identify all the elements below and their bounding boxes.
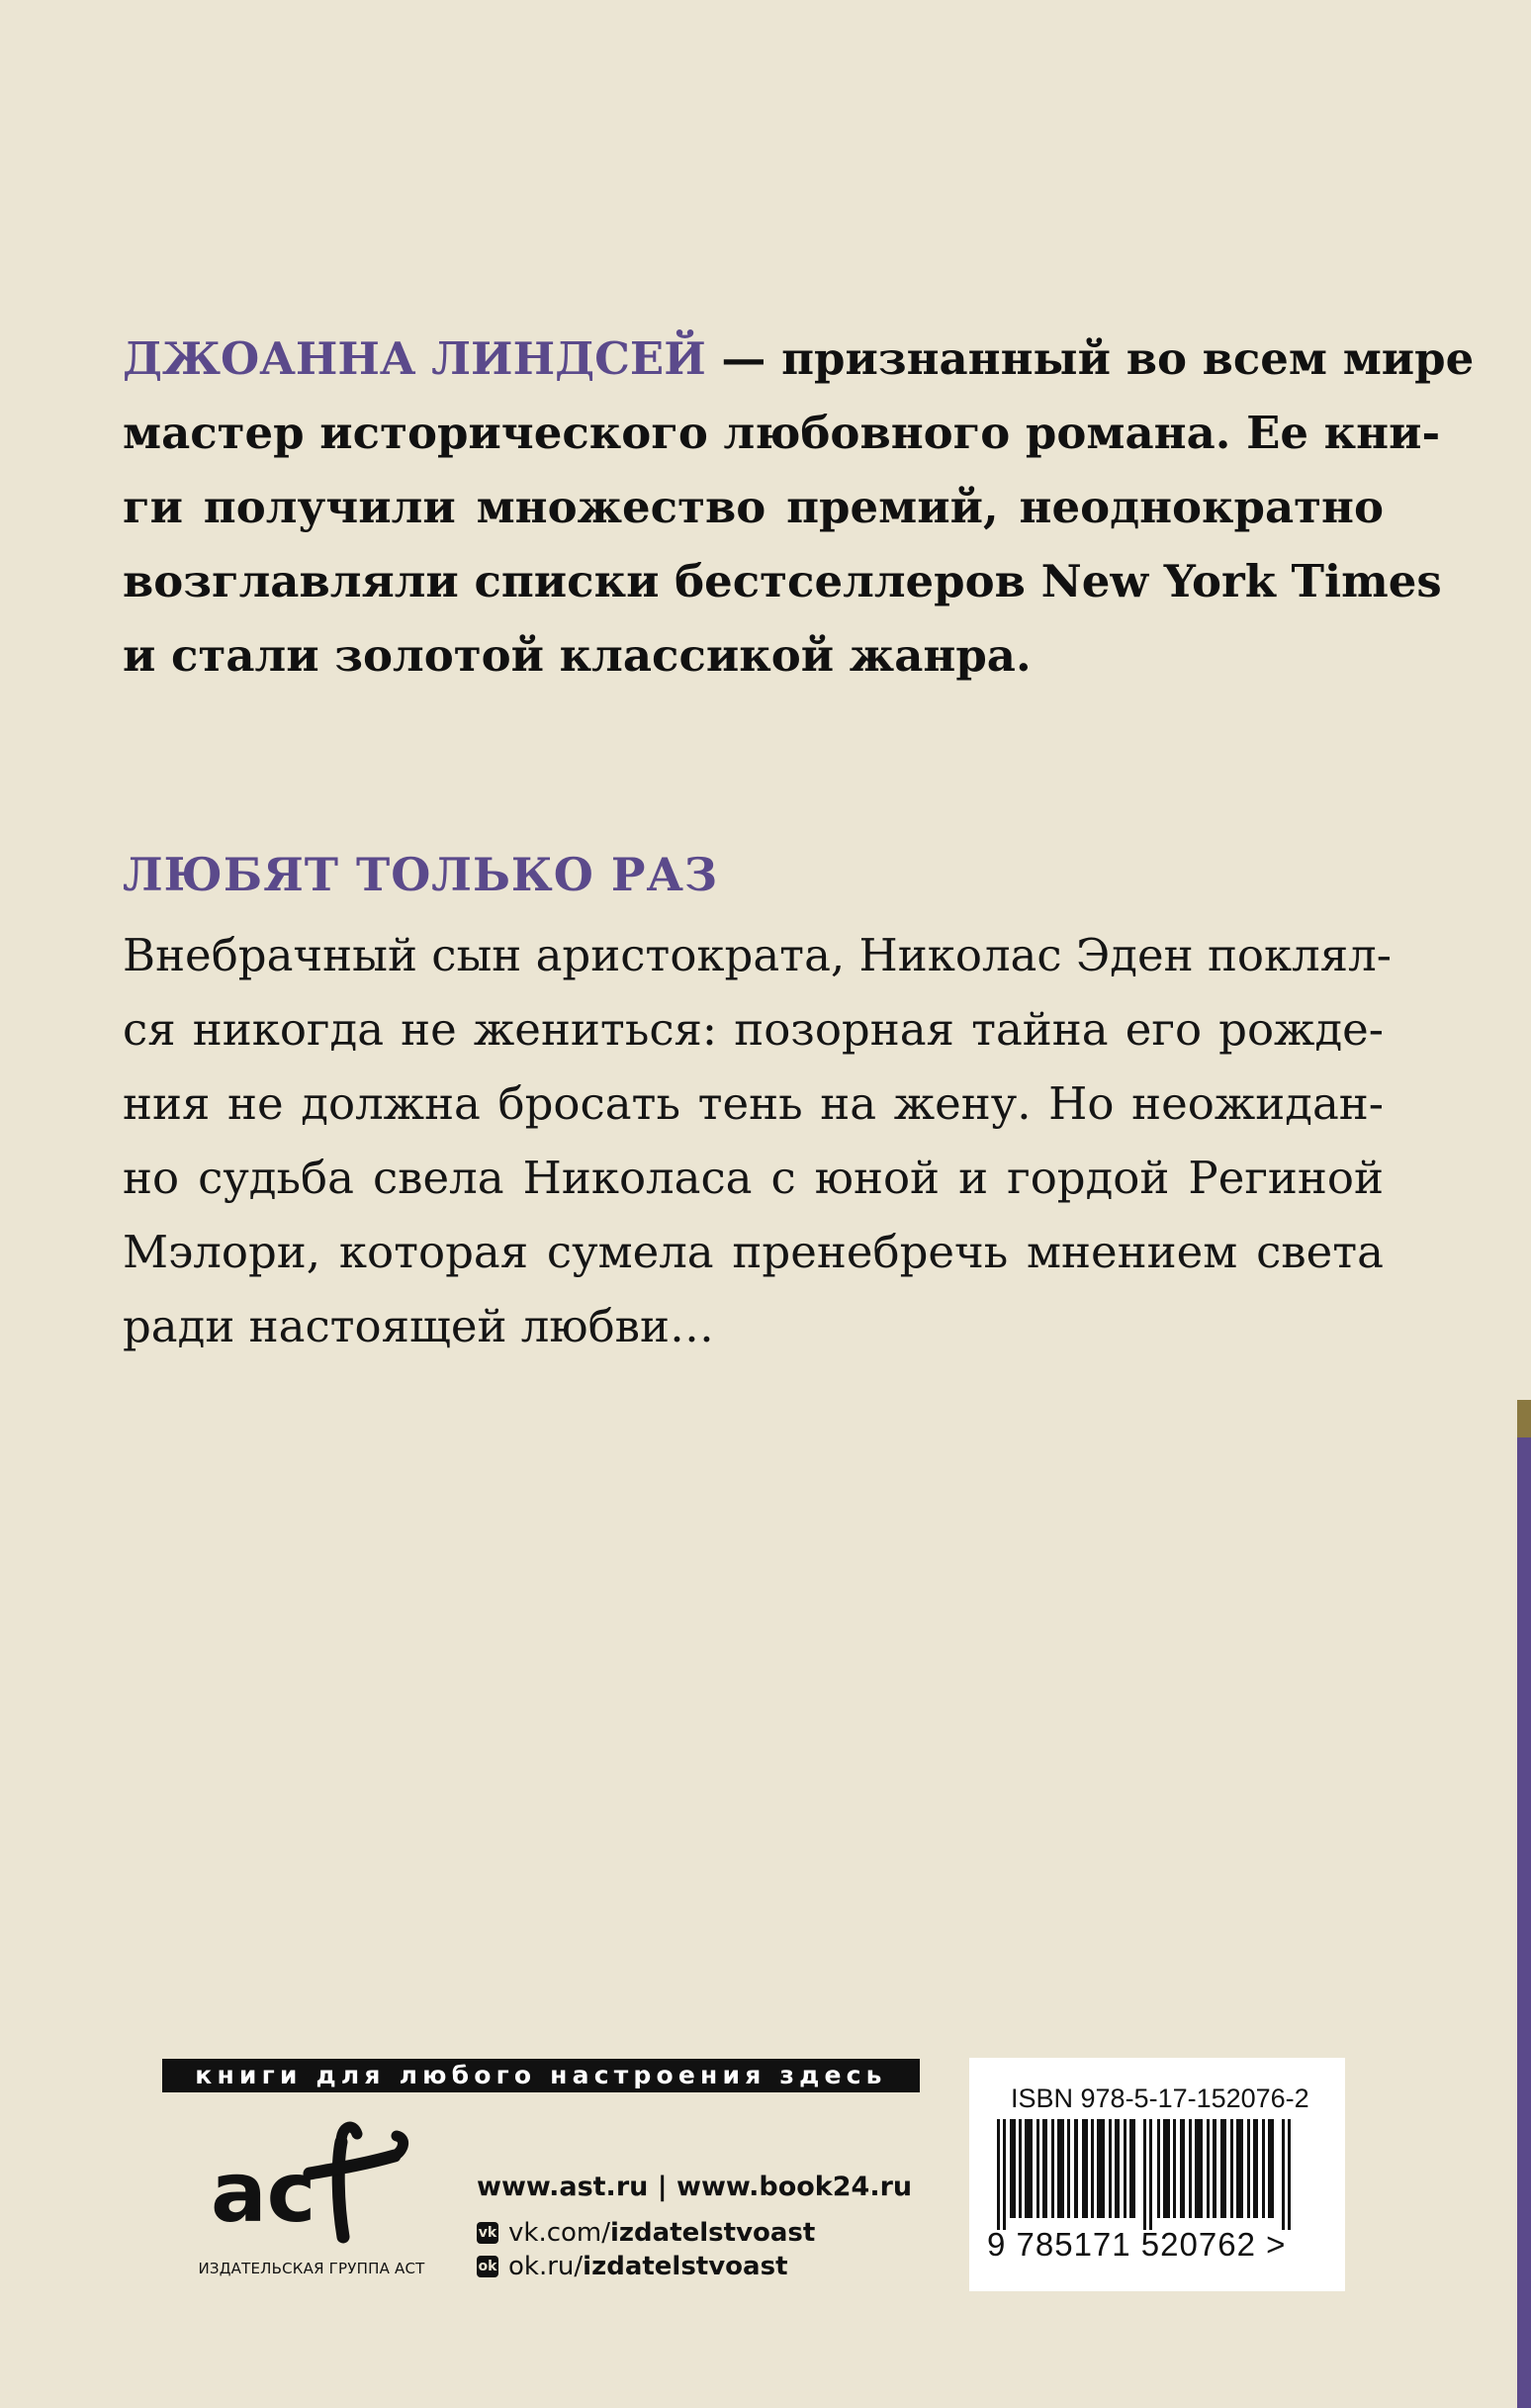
- ast-logo-letters: ac: [211, 2144, 316, 2241]
- annotation-line-3: ния не должна бросать тень на жену. Но неожидан-: [123, 1077, 1384, 1130]
- book-annotation: [123, 918, 1392, 1363]
- author-bio-line-4: возглавляли списки бестселлеров New York Times: [123, 555, 1442, 607]
- author-bio-line-3: ги получили множество премий, неоднократно: [123, 481, 1384, 533]
- book-title: ЛЮБЯТ ТОЛЬКО РАЗ: [123, 848, 719, 901]
- ast-logo-icon: [193, 2112, 420, 2251]
- barcode-digits: 9 785171 520762 >: [987, 2226, 1287, 2263]
- annotation-line-5: Мэлори, которая сумела пренебречь мнением света: [123, 1226, 1384, 1278]
- annotation-line-6: ради настоящей любви…: [123, 1300, 714, 1352]
- publisher-tagline: книги для любого настроения здесь: [162, 2059, 920, 2092]
- ast-logo: [193, 2112, 420, 2251]
- barcode-icon: [997, 2119, 1304, 2230]
- barcode-box: [969, 2058, 1345, 2291]
- annotation-line-2: ся никогда не жениться: позорная тайна его рожде-: [123, 1003, 1384, 1056]
- annotation-line-4: но судьба свела Николаса с юной и гордой Региной: [123, 1152, 1384, 1204]
- author-bio-line-5: и стали золотой классикой жанра.: [123, 629, 1032, 682]
- vk-link[interactable]: vk vk.com/ izdatelstvoast: [478, 2218, 816, 2248]
- annotation-line-1: Внебрачный сын аристократа, Николас Эден поклял-: [123, 929, 1392, 981]
- publisher-links: [477, 2172, 912, 2283]
- vk-icon: vk: [477, 2222, 498, 2244]
- author-bio-line-2: мастер исторического любовного романа. Ее кни-: [123, 407, 1441, 459]
- spine-strip-top: [1517, 1400, 1531, 1437]
- author-bio: [123, 322, 1475, 693]
- ok-link[interactable]: ok ok.ru/ izdatelstvoast: [478, 2252, 788, 2281]
- publisher-sites[interactable]: www.ast.ru | www.book24.ru: [477, 2172, 913, 2202]
- author-bio-line-1: ДЖОАННА ЛИНДСЕЙ — признанный во всем мире: [123, 332, 1475, 385]
- publisher-name: ИЗДАТЕЛЬСКАЯ ГРУППА АСТ: [198, 2260, 425, 2277]
- spine-strip: [1517, 1400, 1531, 2408]
- author-name: ДЖОАННА ЛИНДСЕЙ: [123, 332, 706, 385]
- ok-icon: ok: [477, 2256, 498, 2277]
- isbn-text: ISBN 978-5-17-152076-2: [1011, 2084, 1309, 2113]
